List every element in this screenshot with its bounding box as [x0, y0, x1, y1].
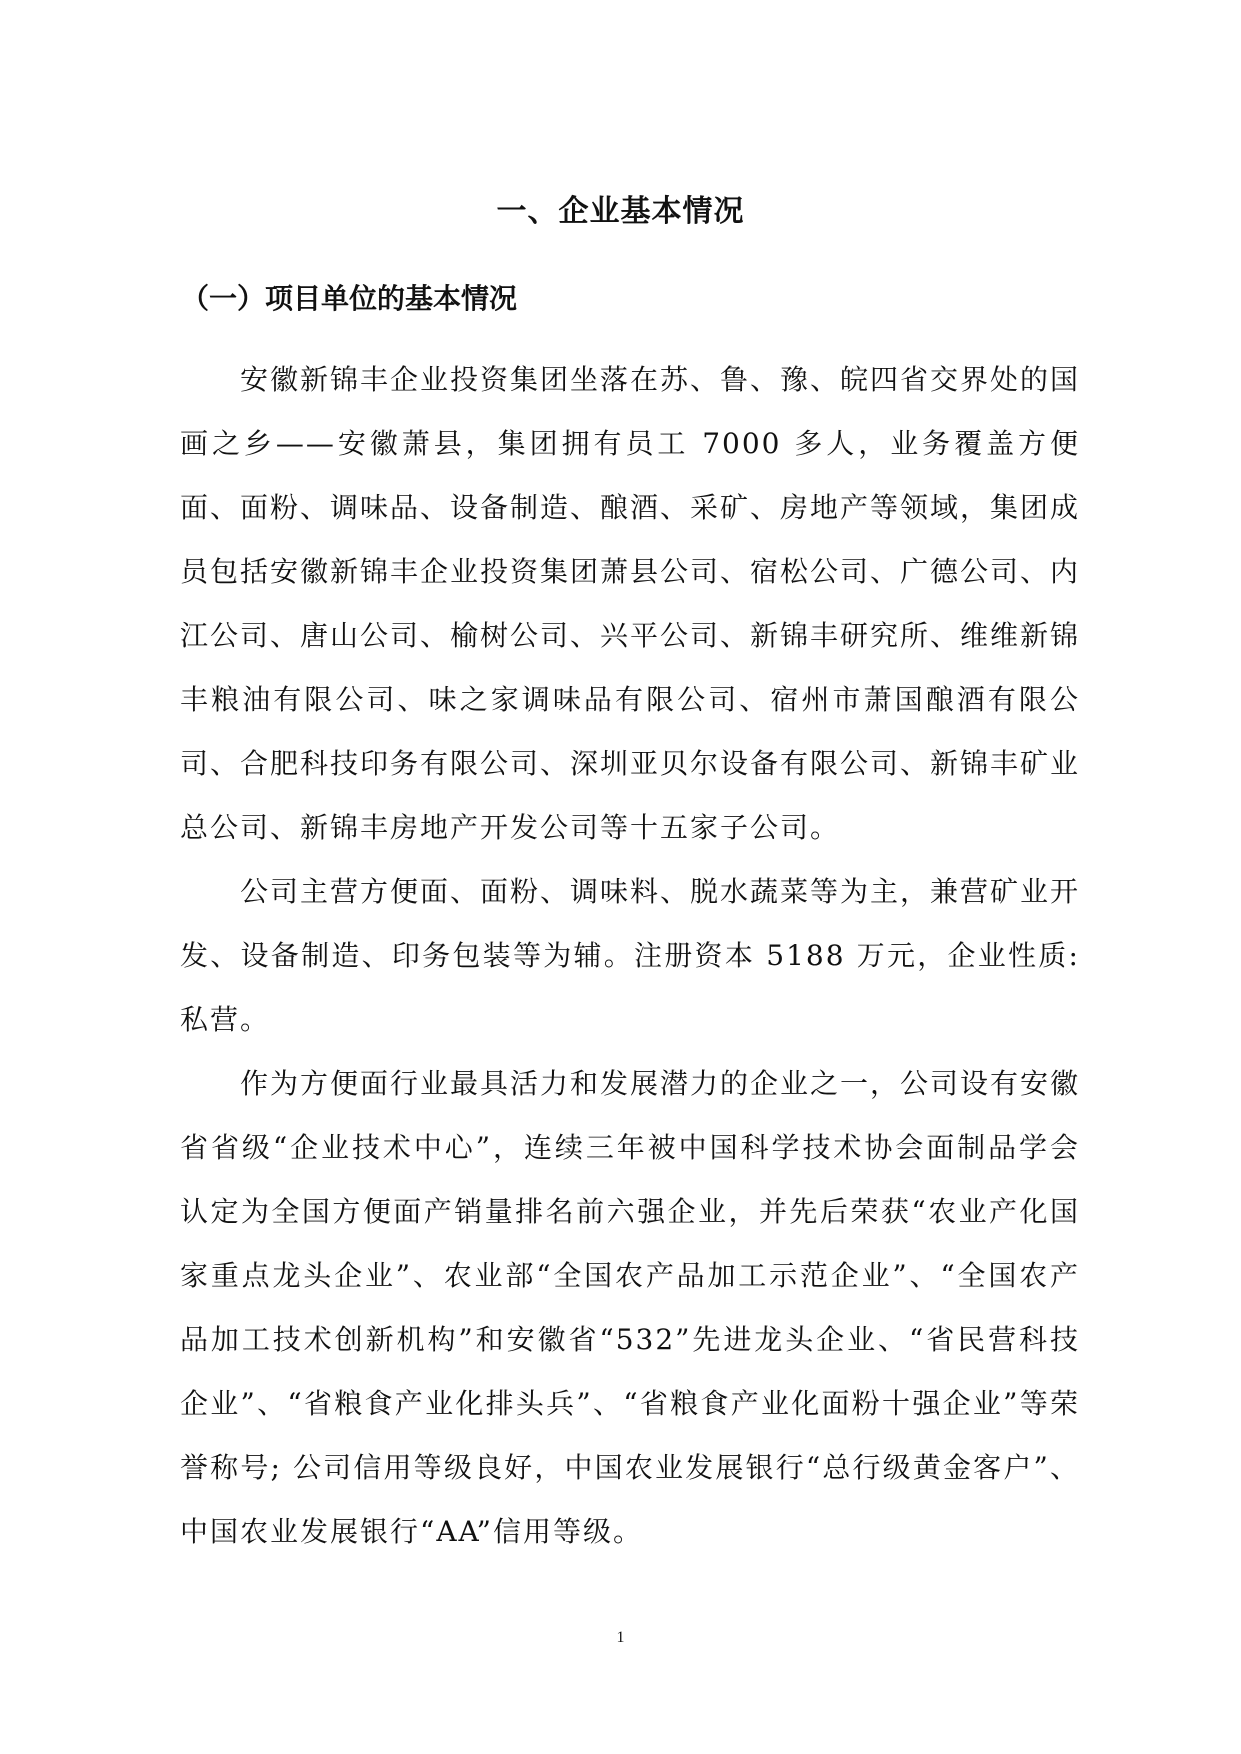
paragraph-company-overview: 安徽新锦丰企业投资集团坐落在苏、鲁、豫、皖四省交界处的国画之乡——安徽萧县，集团拥有员工 7000 多人，业务覆盖方便面、面粉、调味品、设备制造、酿酒、采矿、房地产等领域，集团成员包括安徽新锦丰企业投资集团萧县公司、宿松公司、广德公司、内江公司、唐山公司、榆树公司、兴平公司、新锦丰研究所、维维新锦丰粮油有限公司、味之家调味品有限公司、宿州市萧国酿酒有限公司、合肥科技印务有限公司、深圳亚贝尔设备有限公司、新锦丰矿业总公司、新锦丰房地产开发公司等十五家子公司。: [180, 363, 1081, 844]
body-text: [180, 348, 1080, 1564]
page-number: 1: [616, 1629, 625, 1646]
paragraph-honors: 作为方便面行业最具活力和发展潜力的企业之一，公司设有安徽省省级“企业技术中心”，连续三年被中国科学技术协会面制品学会认定为全国方便面产销量排名前六强企业，并先后荣获“农业产化国家重点龙头企业”、农业部“全国农产品加工示范企业”、“全国农产品加工技术创新机构”和安徽省“532”先进龙头企业、“省民营科技企业”、“省粮食产业化排头兵”、“省粮食产业化面粉十强企业”等荣誉称号; 公司信用等级良好，中国农业发展银行“总行级黄金客户”、中国农业发展银行“AA”信用等级。: [180, 1067, 1081, 1548]
section-heading: （一）项目单位的基本情况: [181, 282, 518, 315]
page-title: 一、企业基本情况: [496, 194, 745, 229]
paragraph-main-business: 公司主营方便面、面粉、调味料、脱水蔬菜等为主，兼营矿业开发、设备制造、印务包装等为辅。注册资本 5188 万元，企业性质:私营。: [180, 875, 1081, 1036]
